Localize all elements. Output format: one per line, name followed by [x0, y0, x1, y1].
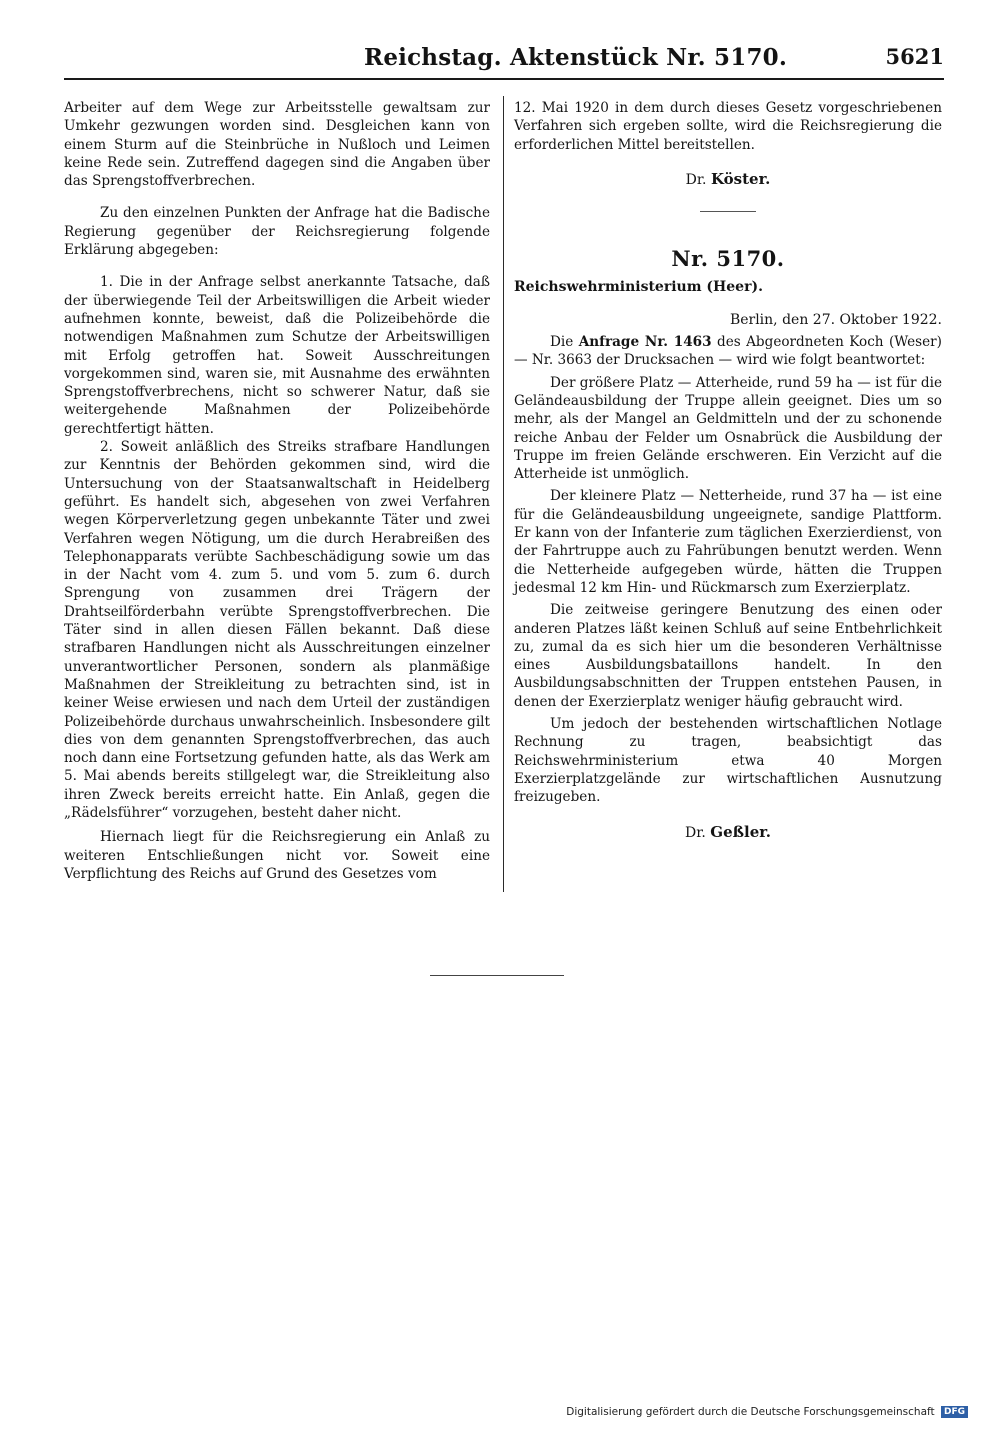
intro-pre: Die	[550, 334, 574, 351]
signature-koester	[514, 170, 942, 189]
running-title: Reichstag. Aktenstück Nr. 5170.	[364, 44, 788, 71]
signature-gessler	[514, 823, 942, 842]
digitization-footer	[566, 1406, 968, 1418]
dateline: Berlin, den 27. Oktober 1922.	[729, 311, 942, 328]
document-number-heading: Nr. 5170.	[671, 246, 785, 272]
signature-name: Geßler.	[710, 822, 772, 841]
paragraph-atterheide: Der größere Platz — Atterheide, rund 59 ha — ist für die Geländeausbildung der Truppe allein geeignet. Dies um so mehr, als der Mangel an Geldmitteln und der zu schonende reiche Anbau der Felder um Osnabrück die Ausbildung der Truppe im freien Gelände erschweren. Ein Verzicht auf die Atterheide ist unmöglich.	[514, 374, 942, 483]
paragraph-release: Um jedoch der bestehenden wirtschaftlichen Notlage Rechnung zu tragen, beabsichtigt das Reichswehrministerium etwa 40 Morgen Exerzierplatzgelände zur wirtschaftlichen Ausnutzung freizugeben.	[514, 716, 942, 806]
signature-title: Dr.	[685, 171, 707, 188]
signature-name: Köster.	[710, 169, 771, 188]
page-number: 5621	[885, 44, 944, 69]
paragraph-intro: Zu den einzelnen Punkten der Anfrage hat die Badische Regierung gegenüber der Reichsregierung folgende Erklärung abgegeben:	[64, 205, 490, 259]
header-rule	[64, 78, 944, 80]
left-column	[64, 99, 490, 883]
footer-text: Digitalisierung gefördert durch die Deutsche Forschungsgemeinschaft	[566, 1406, 935, 1418]
ministry-heading: Reichswehrministerium (Heer).	[514, 279, 763, 296]
section-separator	[700, 211, 756, 212]
signature-title: Dr.	[684, 824, 706, 841]
paragraph-continuation-right: 12. Mai 1920 in dem durch dieses Gesetz vorgeschriebenen Verfahren sich ergeben sollte, wird die Reichsregierung die erforderlichen Mittel bereitstellen.	[514, 100, 942, 153]
paragraph-continuation: Arbeiter auf dem Wege zur Arbeitsstelle gewaltsam zur Umkehr gezwungen worden sind. Desgleichen kann von einem Sturm auf die Steinbrüche in Nußloch und Leimen keine Rede sein. Zutreffend dagegen sind die Angaben über das Sprengstoffverbrechen.	[64, 100, 490, 190]
intro-post: des Abgeordneten Koch (Weser) — Nr. 3663 der Drucksachen — wird wie folgt beantwortet:	[514, 334, 942, 369]
right-column	[514, 99, 942, 842]
page-end-rule	[430, 975, 564, 976]
dfg-logo: DFG	[941, 1406, 968, 1418]
paragraph-netterheide: Der kleinere Platz — Netterheide, rund 37 ha — ist eine für die Geländeausbildung ungeeignete, sandige Plattform. Er kann von der Infanterie zum täglichen Exerzierdienst, von der Fahrtruppe auch zu Fahrübungen benutzt werden. Wenn die Netterheide aufgegeben würde, hätten die Truppen jedesmal 12 km Hin- und Rückmarsch zum Exerzierplatz.	[514, 488, 942, 596]
paragraph-point-1: 1. Die in der Anfrage selbst anerkannte Tatsache, daß der überwiegende Teil der Arbeitswilligen die Arbeit wieder aufnehmen konnte, beweist, daß die Polizeibehörde die notwendigen Maßnahmen zum Schutze der Arbeitswilligen mit Erfolg getroffen hat. Soweit Ausschreitungen vorgekommen sind, waren sie, mit Ausnahme des erwähnten Sprengstoffverbrechens, nicht so schwerer Natur, daß sie weitergehende Maßnahmen der Polizeibehörde gerechtfertigt hätten.	[64, 274, 490, 437]
paragraph-conclusion: Hiernach liegt für die Reichsregierung ein Anlaß zu weiteren Entschließungen nicht vor. Soweit eine Verpflichtung des Reichs auf Grund des Gesetzes vom	[64, 829, 490, 882]
paragraph-inquiry-intro	[514, 333, 942, 370]
inquiry-reference: Anfrage Nr. 1463	[578, 334, 712, 351]
paragraph-usage: Die zeitweise geringere Benutzung des einen oder anderen Platzes läßt keinen Schluß auf seine Entbehrlichkeit zu, zumal da es sich hier um die besonderen Verhältnisse eines Ausbildungsbataillons handelt. In den Ausbildungsabschnitten der Truppen entstehen Pausen, in denen der Exerzierplatz weniger häufig gebraucht wird.	[514, 602, 942, 710]
page-header	[64, 44, 944, 74]
paragraph-point-2: 2. Soweit anläßlich des Streiks strafbare Handlungen zur Kenntnis der Behörden gekommen sind, wird die Untersuchung von der Staatsanwaltschaft in Heidelberg geführt. Es handelt sich, abgesehen von zwei Verfahren wegen Körperverletzung gegen unbekannte Täter und zwei Verfahren wegen Nötigung, um die durch Herabreißen des Telephonapparats verübte Sachbeschädigung sowie um das in der Nacht vom 4. zum 5. und vom 5. zum 6. durch Sprengung von zusammen drei Trägern der Drahtseilförderbahn verübte Sprengstoffverbrechen. Die Täter sind in allen diesen Fällen bekannt. Daß diese strafbaren Handlungen nicht als Ausschreitungen einzelner unverantwortlicher Personen, sondern als planmäßige Maßnahmen der Streikleitung zu betrachten sind, ist in keiner Weise erwiesen und nach dem Urteil der zuständigen Polizeibehörde durchaus unwahrscheinlich. Insbesondere gilt dies von dem genannten Sprengstoffverbrechen, das auch noch dann eine Fortsetzung gefunden hatte, als das Werk am 5. Mai abends bereits stillgelegt war, die Streikleitung also ihren Zweck bereits erreicht hatte. Ein Anlaß, gegen die „Rädelsführer“ vorzugehen, besteht daher nicht.	[64, 439, 490, 821]
column-divider	[503, 96, 504, 892]
